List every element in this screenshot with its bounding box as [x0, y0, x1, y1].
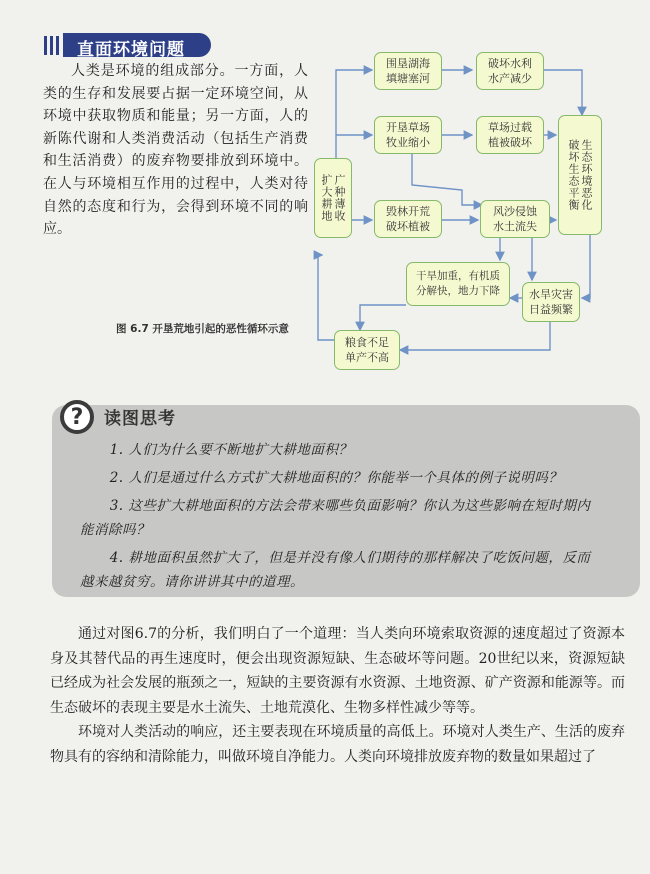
node-drought-soil: 干旱加重，有机质 分解快，地力下降 — [406, 262, 510, 306]
question-mark-icon: ? — [60, 400, 94, 434]
node-water-damage: 破坏水利 水产减少 — [476, 52, 544, 90]
node-forest-clearing: 毁林开荒 破坏植被 — [374, 200, 442, 238]
body-paragraph-1: 通过对图6.7的分析，我们明白了一个道理：当人类向环境索取资源的速度超过了资源本身及其替代品的再生速度时，便会出现资源短缺、生态破坏等问题。20世纪以来，资源短缺已经成为社会发展的瓶颈之一，短缺的主要资源有水资源、土地资源、矿产资源和能源等。而生态破坏的表现主要是水土流失、土地荒漠化、生物多样性减少等等。 — [50, 626, 625, 716]
node-expand-cultivation: 扩大耕地 广种薄收 — [314, 158, 352, 238]
question-2: 2. 人们是通过什么方式扩大耕地面积的？你能举一个具体的例子说明吗？ — [109, 470, 563, 486]
think-title: 读图思考 — [104, 409, 176, 429]
intro-paragraph: 人类是环境的组成部分。一方面，人类的生存和发展要占据一定环境空间，从环境中获取物质和能量；另一方面，人的新陈代谢和人类消费活动（包括生产消费和生活消费）的废弃物要排放到环境中。在人与环境相互作用的过程中，人类对待自然的态度和行为，会得到环境不同的响应。 — [43, 63, 308, 238]
node-grass-overload: 草场过载 植被破坏 — [476, 116, 544, 154]
body-text — [50, 622, 625, 769]
figure-caption: 图 6.7 开垦荒地引起的恶性循环示意 — [116, 323, 289, 335]
node-ecology-balance: 生态环境恶化 破坏生态平衡 — [558, 115, 602, 235]
question-4: 4. 耕地面积虽然扩大了，但是并没有像人们期待的那样解决了吃饭问题，反而越来越贫穷。请你讲讲其中的道理。 — [80, 550, 591, 590]
cycle-diagram — [300, 40, 640, 380]
question-list — [80, 438, 595, 598]
section-header — [44, 33, 210, 60]
node-lake-reclaim: 围垦湖海 填塘塞河 — [374, 52, 442, 90]
question-3: 3. 这些扩大耕地面积的方法会带来哪些负面影响？你认为这些影响在短时期内能消除吗？ — [80, 498, 591, 538]
node-sand-erosion: 风沙侵蚀 水土流失 — [480, 200, 550, 238]
body-paragraph-2: 环境对人类活动的响应，还主要表现在环境质量的高低上。环境对人类生产、生活的废弃物具有的容纳和清除能力，叫做环境自净能力。人类向环境排放废弃物的数量如果超过了 — [50, 724, 625, 765]
node-food-shortage: 粮食不足 单产不高 — [334, 330, 400, 370]
node-pasture-reclaim: 开垦草场 牧业缩小 — [374, 116, 442, 154]
question-1: 1. 人们为什么要不断地扩大耕地面积？ — [109, 442, 353, 458]
section-title: 直面环境问题 — [77, 40, 185, 60]
intro-text — [43, 60, 308, 241]
node-disasters: 水旱灾害 日益频繁 — [522, 282, 580, 322]
